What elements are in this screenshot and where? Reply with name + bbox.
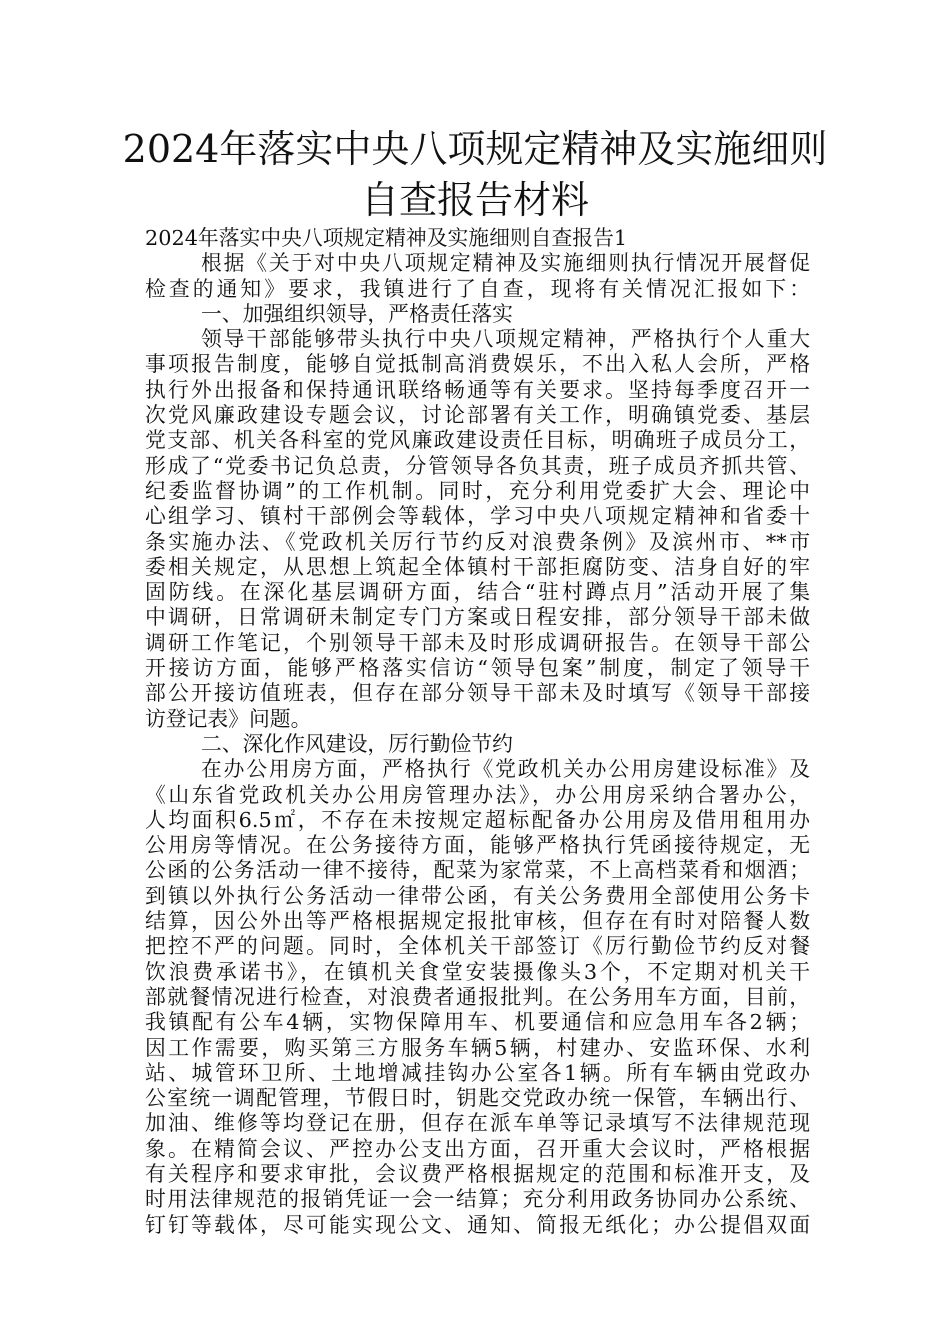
body-line: 访登记表》问题。 (145, 706, 312, 731)
report-subtitle: 2024年落实中央八项规定精神及实施细则自查报告1 (145, 226, 628, 250)
body-line: 人均面积6.5㎡，不存在未按规定超标配备办公用房及借用租用办 (145, 807, 810, 832)
body-line: 开接访方面，能够严格落实信访“领导包案”制度，制定了领导干 (145, 656, 810, 681)
body-line: 公函的公务活动一律不接待，配菜为家常菜，不上高档菜肴和烟酒； (145, 858, 810, 883)
body-line: 党支部、机关各科室的党风廉政建设责任目标，明确班子成员分工， (145, 428, 810, 453)
body-line: 站、城管环卫所、土地增减挂钩办公室各1辆。所有车辆由党政办 (145, 1060, 810, 1085)
body-line: 调研工作笔记，个别领导干部未及时形成调研报告。在领导干部公 (145, 630, 810, 655)
body-line: 领导干部能够带头执行中央八项规定精神，严格执行个人重大 (201, 327, 810, 352)
body-line: 执行外出报备和保持通讯联络畅通等有关要求。坚持每季度召开一 (145, 377, 810, 402)
body-line: 《山东省党政机关办公用房管理办法》，办公用房采纳合署办公， (145, 782, 810, 807)
section-heading: 二、深化作风建设，厉行勤俭节约 (201, 731, 513, 756)
body-line: 把控不严的问题。同时，全体机关干部签订《厉行勤俭节约反对餐 (145, 934, 810, 959)
body-line: 我镇配有公车4辆，实物保障用车、机要通信和应急用车各2辆； (145, 1010, 810, 1035)
body-line: 检查的通知》要求，我镇进行了自查，现将有关情况汇报如下： (145, 276, 810, 301)
body-line: 加油、维修等均登记在册，但存在派车单等记录填写不法律规范现 (145, 1111, 810, 1136)
body-line: 结算，因公外出等严格根据规定报批审核，但存在有时对陪餐人数 (145, 909, 810, 934)
body-line: 到镇以外执行公务活动一律带公函，有关公务费用全部使用公务卡 (145, 883, 810, 908)
section-heading: 一、加强组织领导，严格责任落实 (201, 301, 513, 326)
body-line: 根据《关于对中央八项规定精神及实施细则执行情况开展督促 (201, 251, 810, 276)
body-line: 在办公用房方面，严格执行《党政机关办公用房建设标准》及 (201, 757, 810, 782)
body-line: 饮浪费承诺书》，在镇机关食堂安装摄像头3个，不定期对机关干 (145, 959, 810, 984)
body-line: 事项报告制度，能够自觉抵制高消费娱乐，不出入私人会所，严格 (145, 352, 810, 377)
body-line: 时用法律规范的报销凭证一会一结算；充分利用政务协同办公系统、 (145, 1187, 810, 1212)
body-line: 象。在精简会议、严控办公支出方面，召开重大会议时，严格根据 (145, 1136, 810, 1161)
body-line: 部公开接访值班表，但存在部分领导干部未及时填写《领导干部接 (145, 681, 810, 706)
body-line: 形成了“党委书记负总责，分管领导各负其责，班子成员齐抓共管、 (145, 453, 810, 478)
body-line: 中调研，日常调研未制定专门方案或日程安排，部分领导干部未做 (145, 605, 810, 630)
body-line: 有关程序和要求审批，会议费严格根据规定的范围和标准开支，及 (145, 1161, 810, 1186)
body-line: 条实施办法、《党政机关厉行节约反对浪费条例》及滨州市、**市 (145, 529, 810, 554)
body-line: 公用房等情况。在公务接待方面，能够严格执行凭函接待规定，无 (145, 833, 810, 858)
body-line: 纪委监督协调”的工作机制。同时，充分利用党委扩大会、理论中 (145, 478, 810, 503)
body-line: 公室统一调配管理，节假日时，钥匙交党政办统一保管，车辆出行、 (145, 1086, 810, 1111)
document-title-line-1: 2024年落实中央八项规定精神及实施细则 (122, 127, 828, 171)
body-line: 因工作需要，购买第三方服务车辆5辆，村建办、安监环保、水利 (145, 1035, 810, 1060)
body-line: 委相关规定，从思想上筑起全体镇村干部拒腐防变、洁身自好的牢 (145, 554, 810, 579)
body-line: 次党风廉政建设专题会议，讨论部署有关工作，明确镇党委、基层 (145, 403, 810, 428)
document-title-line-2: 自查报告材料 (360, 178, 589, 222)
document-body (145, 226, 810, 1238)
body-line: 部就餐情况进行检查，对浪费者通报批判。在公务用车方面，目前， (145, 984, 810, 1009)
body-line: 固防线。在深化基层调研方面，结合“驻村蹲点月”活动开展了集 (145, 580, 810, 605)
body-line: 心组学习、镇村干部例会等载体，学习中央八项规定精神和省委十 (145, 504, 810, 529)
body-line: 钉钉等载体，尽可能实现公文、通知、简报无纸化；办公提倡双面 (145, 1212, 810, 1237)
